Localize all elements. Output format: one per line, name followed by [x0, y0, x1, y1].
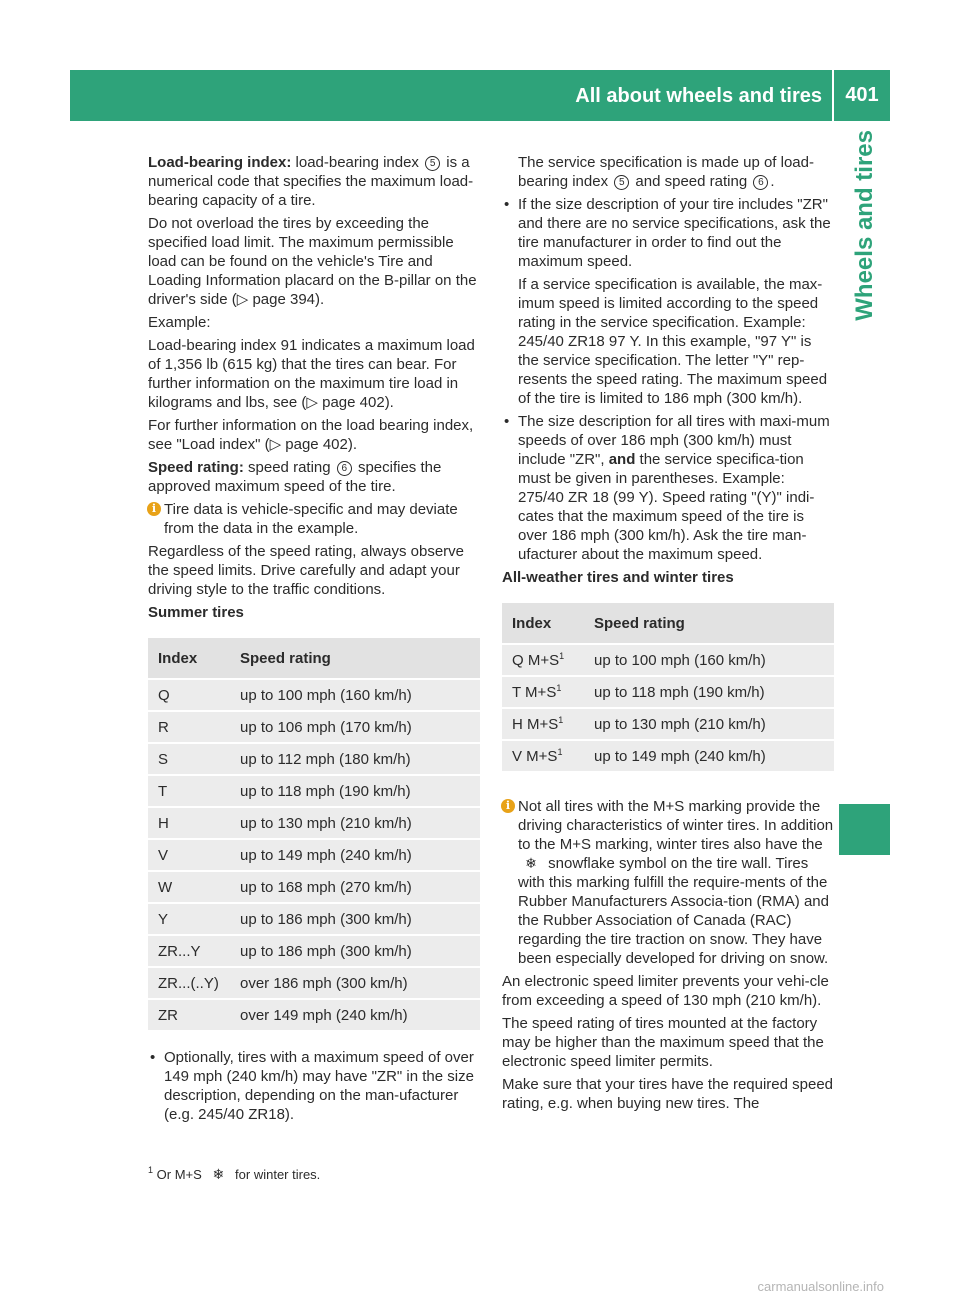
table-row: ZR...(..Y) over 186 mph (300 km/h) [148, 967, 480, 999]
watermark: carmanualsonline.info [757, 1279, 884, 1294]
list-item: • Optionally, tires with a maximum speed of over 149 mph (240 km/h) may have "ZR" in the size description, depending on the man-ufacturer (e.g. 245/40 ZR18). [150, 1049, 474, 1123]
table-row: R up to 106 mph (170 km/h) [148, 711, 480, 743]
footnote-marker: 1 [558, 714, 564, 725]
snowflake-mountain-icon: ❄ [525, 855, 537, 871]
page-ref-arrow-icon: ▷ [306, 394, 318, 411]
table-row: V $M+S^1$ up to 149 mph (240 km/h) [502, 740, 834, 771]
header-bar [70, 70, 832, 121]
footnote-marker: 1 [556, 682, 562, 693]
load-bearing-label: Load-bearing index: [148, 154, 292, 171]
table-row: Q $M+S^1$ up to 100 mph (160 km/h) [502, 644, 834, 676]
table-row: W up to 168 mph (270 km/h) [148, 871, 480, 903]
load-index-paragraph: For further information on the load bearing index, see "Load index" (▷ page 402). [148, 417, 474, 453]
info-icon: i [147, 502, 161, 516]
speed-rating-label: Speed rating: [148, 459, 244, 476]
speed-rating-paragraph: Speed rating: speed rating 6 specifies the approved maximum speed of the tire. [148, 459, 442, 495]
side-square [839, 804, 890, 855]
summer-tires-heading: Summer tires [148, 604, 244, 621]
footnote: $^1$ Or M+S ❄ for winter tires. [148, 1165, 321, 1182]
page-number: 401 [834, 70, 890, 121]
table-header-speed-rating: Speed rating [230, 638, 480, 679]
footnote-marker: 1 [557, 746, 563, 757]
service-spec-paragraph: The service specification is made up of load-bearing index 5 and speed rating 6 . [518, 154, 814, 190]
side-tab [839, 130, 890, 790]
list-item: • The size description for all tires with maxi-mum speeds of over 186 mph (300 km/h) must include "ZR", and the service specifica-tion must be given in parentheses. Example: 275/40 ZR 18 (99 Y). Speed rating "(Y)" indi-cates that the maximum speed of the tire is over 186 mph (300 km/h). Ask the tire man-ufacturer about the maximum speed. [504, 413, 830, 563]
example-paragraph: Load-bearing index 91 indicates a maximum load of 1,356 lb (615 kg) that the tires can bear. For further information on the maximum tire load in kilograms and lbs, see (▷ page 402). [148, 337, 475, 411]
speed-limits-paragraph: Regardless of the speed rating, always observe the speed limits. Drive carefully and adapt your driving style to the traffic conditions. [148, 543, 465, 598]
required-rating-paragraph: Make sure that your tires have the required speed rating, e.g. when buying new tires. The [502, 1076, 834, 1112]
page-title: All about wheels and tires [575, 85, 822, 107]
page-ref-link[interactable]: page 394). [252, 291, 325, 308]
table-row: H $M+S^1$ up to 130 mph (210 km/h) [502, 708, 834, 740]
callout-5-icon: 5 [425, 156, 440, 171]
bullet-icon: • [504, 413, 510, 430]
page-ref-arrow-icon: ▷ [269, 436, 282, 453]
callout-5-icon: 5 [614, 175, 629, 190]
footnote-number: 1 [148, 1165, 154, 1175]
info-note: i Not all tires with the M+S marking provide the driving characteristics of winter tires. In addition to the M+S marking, winter tires also have the ❄ snowflake symbol on the tire wall. Tires with this marking fulfill the require-ments of the Rubber Manufacturers Associa-tion (RMA) and the Rubber Association of Canada (RAC) regarding the tire traction on snow. They have been especially developed for driving on snow. [502, 797, 834, 968]
snowflake-mountain-icon: ❄ [212, 1166, 225, 1182]
info-note: i Tire data is vehicle-specific and may deviate from the data in the example. [148, 500, 480, 538]
load-bearing-paragraph: Load-bearing index: load-bearing index 5 is a numerical code that specifies the maximum load-bearing capacity of a tire. [148, 154, 474, 209]
table-row: Y up to 186 mph (300 km/h) [148, 903, 480, 935]
page-ref-link[interactable]: page 402). [285, 436, 358, 453]
page-ref-link[interactable]: page 402). [322, 394, 394, 411]
callout-6-icon: 6 [337, 461, 352, 476]
overload-paragraph: Do not overload the tires by exceeding the specified load limit. The maximum permissible load can be found on the vehicle's Tire and Loading Information placard on the B-pillar on the driver's side (▷ page 394). [148, 215, 477, 308]
summer-tires-table [148, 638, 480, 1030]
callout-6-icon: 6 [753, 175, 768, 190]
right-column [502, 153, 834, 1117]
footnote-marker: 1 [559, 650, 565, 661]
table-header-index: Index [502, 603, 584, 644]
bullet-icon: • [150, 1049, 156, 1066]
factory-speed-paragraph: The speed rating of tires mounted at the factory may be higher than the maximum speed that the electronic speed limiter permits. [502, 1015, 824, 1070]
side-tab-label: Wheels and tires [851, 130, 878, 321]
table-row: T up to 118 mph (190 km/h) [148, 775, 480, 807]
table-row: S up to 112 mph (180 km/h) [148, 743, 480, 775]
bullet-icon: • [504, 196, 510, 213]
info-icon: i [501, 799, 515, 813]
table-header-speed-rating: Speed rating [584, 603, 834, 644]
speed-limiter-paragraph: An electronic speed limiter prevents your vehi-cle from exceeding a speed of 130 mph (210 km/h). [502, 973, 829, 1009]
table-row: Q up to 100 mph (160 km/h) [148, 679, 480, 711]
table-row: ZR...Y up to 186 mph (300 km/h) [148, 935, 480, 967]
table-row: V up to 149 mph (240 km/h) [148, 839, 480, 871]
table-row: T $M+S^1$ up to 118 mph (190 km/h) [502, 676, 834, 708]
left-column [148, 153, 480, 1128]
page-ref-arrow-icon: ▷ [236, 291, 249, 308]
table-row: ZR over 149 mph (240 km/h) [148, 999, 480, 1030]
winter-tires-heading: All-weather tires and winter tires [502, 569, 734, 586]
table-header-index: Index [148, 638, 230, 679]
example-label: Example: [148, 314, 211, 331]
list-item: • If the size description of your tire includes "ZR" and there are no service specifications, ask the tire manufacturer in order to find out the maximum speed. If a service specification is available, the max-imum speed is limited according to the speed rating in the service specification. Example: 245/40 ZR18 97 Y. In this example, "97 Y" is the service specification. The letter "Y" rep-resents the speed rating. The maximum speed of the tire is limited to 186 mph (300 km/h). [504, 196, 831, 407]
table-row: H up to 130 mph (210 km/h) [148, 807, 480, 839]
winter-tires-table [502, 603, 834, 771]
